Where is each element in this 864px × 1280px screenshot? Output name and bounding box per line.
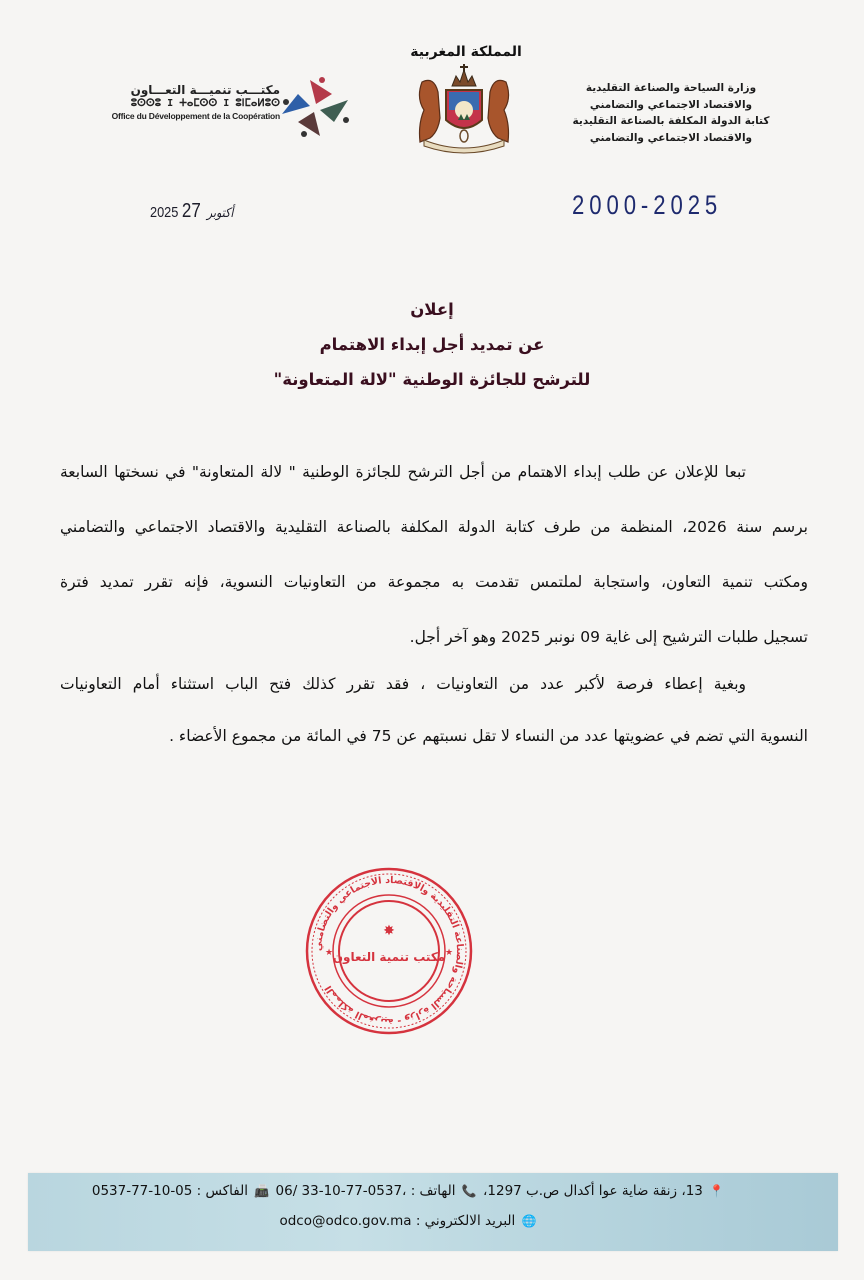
svg-text:★: ★ bbox=[445, 948, 454, 958]
right-lion bbox=[488, 80, 509, 142]
stamp-star-icon: ✸ bbox=[383, 923, 395, 939]
footer-address: 13، زنقة ضاية عوا أكدال ص.ب 1297، bbox=[483, 1183, 703, 1199]
coat-of-arms-icon bbox=[408, 62, 520, 156]
title-line-3: للترشح للجائزة الوطنية "لالة المتعاونة" bbox=[273, 370, 591, 389]
footer-email-line bbox=[40, 1213, 778, 1229]
announcement-title bbox=[232, 292, 632, 397]
fax-icon: 📠 bbox=[254, 1184, 270, 1198]
ministry-line: كتابة الدولة المكلفة بالصناعة التقليدية bbox=[572, 115, 770, 127]
body-line: تسجيل طلبات الترشيح إلى غاية 09 نونبر 2025 وهو آخر أجل. bbox=[409, 628, 808, 646]
logo-brown-arm bbox=[298, 112, 320, 136]
official-stamp bbox=[303, 865, 475, 1037]
ministry-line: وزارة السياحة والصناعة التقليدية bbox=[585, 82, 757, 94]
body-paragraph-1 bbox=[60, 462, 808, 682]
body-line: وبغية إعطاء فرصة لأكبر عدد من التعاونيات ، فقد تقرر كذلك فتح الباب استثناء أمام التعاونيات bbox=[60, 675, 746, 693]
left-lion bbox=[419, 80, 440, 142]
phone-icon: 📞 bbox=[461, 1184, 477, 1198]
ministry-line: والاقتصاد الاجتماعي والتضامني bbox=[589, 131, 753, 144]
title-line-2: عن تمديد أجل إبداء الاهتمام bbox=[319, 335, 545, 354]
footer-phone-value: 06/ 33-10-77-0537، bbox=[275, 1183, 407, 1199]
odco-logo-text bbox=[100, 83, 280, 122]
globe-icon: 🌐 bbox=[521, 1214, 537, 1228]
body-paragraph-2 bbox=[60, 674, 808, 778]
title-line-1: إعلان bbox=[410, 300, 454, 319]
ministry-line: والاقتصاد الاجتماعي والتضامني bbox=[589, 98, 753, 111]
footer-email-link[interactable]: odco@odco.gov.ma bbox=[279, 1213, 412, 1229]
odco-name-tifinagh: ⵓⵙⵙⵓ I ⵜⴰⵎⵙⵙ I ⵓⵏⵎⴰⵍⵓⵙ bbox=[130, 98, 280, 109]
stamp-inner-text: مكتب تنمية التعاون bbox=[332, 950, 446, 964]
body-line: ومكتب تنمية التعاون، واستجابة لملتمس تقدمت به مجموعة من التعاونيات النسوية، فإنه تقرر تمديد فترة bbox=[60, 573, 808, 591]
document-date bbox=[150, 200, 236, 223]
svg-text:★: ★ bbox=[325, 948, 334, 958]
logo-red-arm bbox=[310, 80, 332, 104]
reference-number: 2000-2025 bbox=[572, 190, 723, 220]
ministry-header bbox=[560, 80, 782, 146]
date-year: 2025 bbox=[150, 204, 179, 221]
odco-name-arabic: مكتـــب تنميـــة التعـــاون bbox=[130, 83, 280, 97]
footer-address-line bbox=[40, 1183, 778, 1199]
body-line: تبعا للإعلان عن طلب إبداء الاهتمام من أجل الترشح للجائزة الوطنية " لالة المتعاونة" في نسختها السابعة bbox=[60, 463, 746, 481]
footer-email-label: البريد الالكتروني : bbox=[415, 1213, 516, 1229]
body-line: النسوية التي تضم في عضويتها عدد من النساء لا تقل نسبتهم عن 75 في المائة من مجموع الأعضاء . bbox=[169, 727, 808, 745]
stamp-outer-text: المملكة المغربية - وزارة السياحة والصناعة التقليدية والاقتصاد الاجتماعي والتضامني bbox=[312, 874, 466, 1028]
odco-name-french: Office du Développement de la Coopération bbox=[111, 111, 280, 121]
odco-logo-icon bbox=[280, 76, 352, 138]
footer-fax-label: الفاكس : bbox=[196, 1183, 248, 1199]
footer-phone-label: الهاتف : bbox=[410, 1183, 456, 1199]
footer-fax-value: 0537-77-10-05 bbox=[91, 1183, 193, 1199]
location-pin-icon: 📍 bbox=[709, 1184, 725, 1198]
date-day: 27 bbox=[181, 200, 201, 222]
date-month: أكتوبر bbox=[206, 205, 234, 220]
kingdom-title: المملكة المغربية bbox=[410, 44, 522, 60]
body-line: برسم سنة 2026، المنظمة من طرف كتابة الدولة المكلفة بالصناعة التقليدية والاقتصاد الاجتماعي والتضامني bbox=[60, 518, 809, 536]
